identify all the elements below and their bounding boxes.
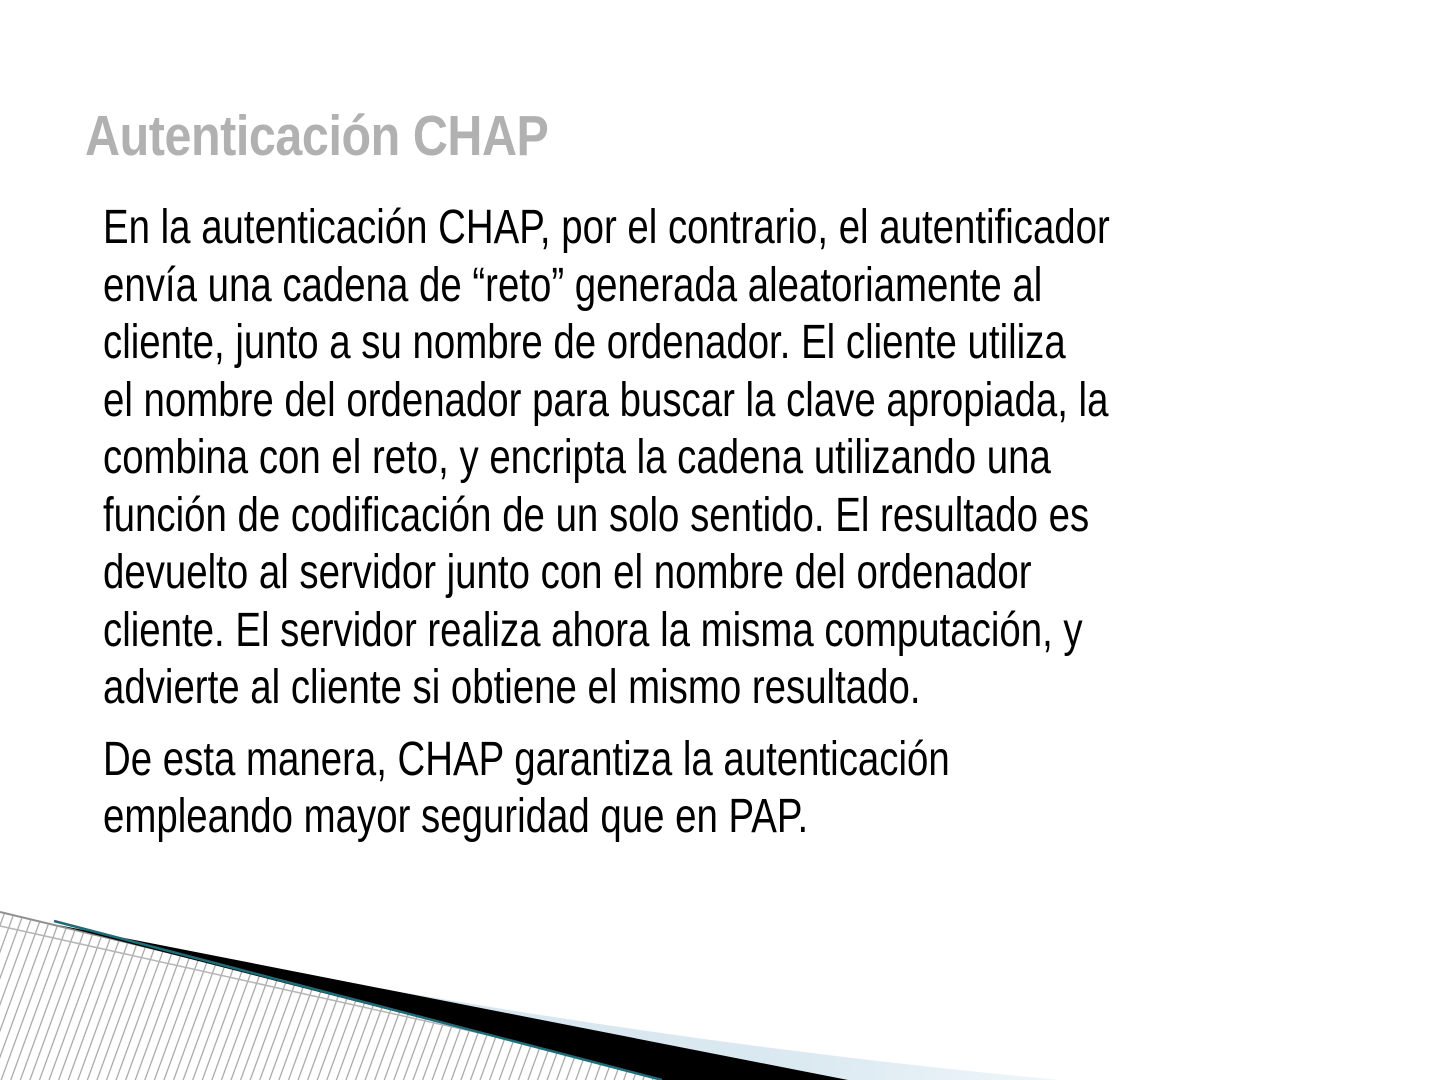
black-band xyxy=(58,925,848,1080)
body-paragraph-2 xyxy=(103,731,1383,846)
text-line: advierte al cliente si obtiene el mismo resultado. xyxy=(103,661,921,714)
text-line: devuelto al servidor junto con el nombre del ordenador xyxy=(103,546,1032,599)
text-line: combina con el reto, y encripta la cadena utilizando una xyxy=(103,431,1051,484)
teal-accent-line xyxy=(54,921,662,1080)
slide-body-text xyxy=(103,199,1383,846)
hatch-edge-line xyxy=(0,912,700,1080)
hatch-inner-line xyxy=(0,926,690,1080)
text-line: cliente. El servidor realiza ahora la misma computación, y xyxy=(103,603,1083,657)
text-line: envía una cadena de “reto” generada aleatoriamente al xyxy=(103,258,1043,312)
text-line: En la autenticación CHAP, por el contrario, el autentificador xyxy=(103,201,1110,254)
text-line: cliente, junto a su nombre de ordenador. El cliente utiliza xyxy=(103,316,1066,369)
text-line: el nombre del ordenador para buscar la clave apropiada, la xyxy=(103,373,1109,427)
hatch-triangle xyxy=(0,913,700,1080)
text-line: función de codificación de un solo sentido. El resultado es xyxy=(103,488,1090,542)
pale-blue-wedge xyxy=(215,958,1060,1080)
text-line: De esta manera, CHAP garantiza la autenticación xyxy=(103,732,950,786)
slide-title: Autenticación CHAP xyxy=(85,104,549,168)
text-line: empleando mayor seguridad que en PAP. xyxy=(103,790,809,843)
body-paragraph-1 xyxy=(103,199,1383,717)
